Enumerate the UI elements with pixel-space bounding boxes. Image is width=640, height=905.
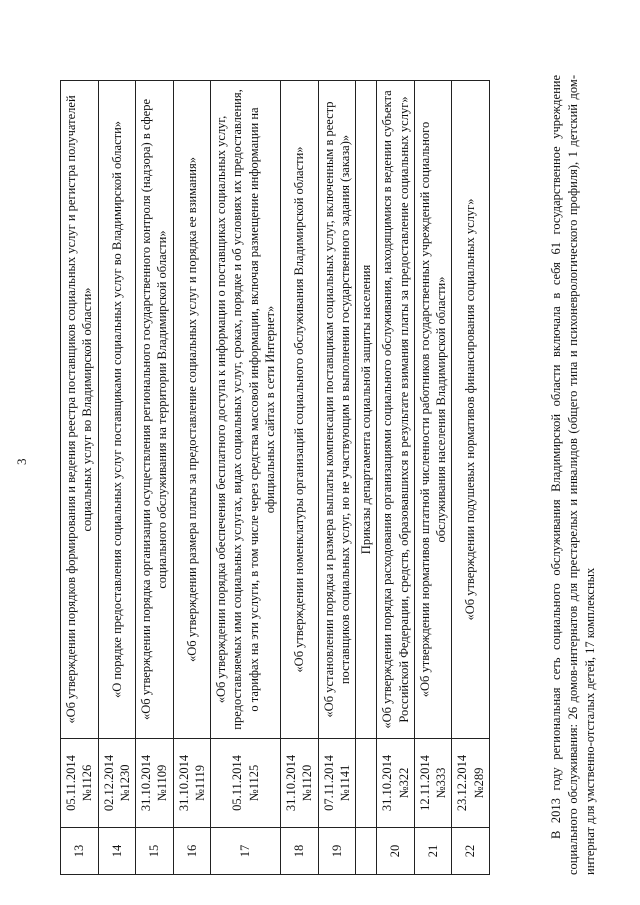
act-date-and-number bbox=[98, 739, 136, 828]
act-title: «Об утверждении подушевых нормативов финансирования социальных услуг» bbox=[452, 81, 490, 739]
row-number: 18 bbox=[281, 828, 319, 875]
section-header-row bbox=[356, 81, 377, 875]
act-date: 31.10.2014 bbox=[139, 754, 153, 812]
act-number: №1125 bbox=[246, 764, 261, 802]
page-number: 3 bbox=[14, 458, 29, 465]
act-date: 02.12.2014 bbox=[101, 754, 116, 812]
act-date: 12.11.2014 bbox=[417, 755, 432, 811]
act-date-and-number bbox=[318, 739, 356, 828]
act-date-and-number bbox=[281, 739, 319, 828]
act-number: №1120 bbox=[300, 764, 315, 802]
act-title: «Об утверждении порядков формирования и ведения реестра поставщиков социальных услуг и регистра получателей социальных услуг во Владимирской области» bbox=[61, 81, 99, 739]
table-row bbox=[61, 81, 99, 875]
table-row bbox=[136, 81, 174, 875]
act-number: №333 bbox=[434, 767, 448, 799]
row-number: 16 bbox=[173, 828, 211, 875]
act-title: «Об утверждении порядка обеспечения бесплатного доступа к информации о поставщиках социальных услуг, предоставляемых ими социальных услугах, видах социальных услуг, сроках, порядке и об условиях их предоставления, о тарифах на эти услуги, в том числе через средства массовой информации, включая размещение информации на официальных сайтах в сети Интернет» bbox=[211, 81, 281, 739]
row-number: 17 bbox=[211, 828, 281, 875]
act-title: «О порядке предоставления социальных услуг поставщиками социальных услуг во Владимирской области» bbox=[98, 81, 136, 739]
act-title: «Об утверждении размера платы за предоставление социальных услуг и порядка ее взимания» bbox=[173, 81, 211, 739]
table-row bbox=[173, 81, 211, 875]
row-number: 20 bbox=[377, 828, 415, 875]
row-number: 21 bbox=[414, 828, 452, 875]
act-date-and-number bbox=[211, 739, 281, 828]
body-paragraph bbox=[548, 75, 599, 875]
act-date: 31.10.2014 bbox=[176, 754, 191, 812]
act-title: «Об утверждении порядка расходования организациями социального обслуживания, находящимися в ведении субъекта Российской Федерации, средств, образовавшихся в результате взимания платы за предоставление социальных услуг» bbox=[377, 81, 415, 739]
act-number: №289 bbox=[471, 767, 486, 799]
act-number: №1230 bbox=[117, 764, 132, 802]
row-number: 15 bbox=[136, 828, 174, 875]
table-row bbox=[98, 81, 136, 875]
act-date: 07.11.2014 bbox=[321, 755, 336, 811]
act-number: №1126 bbox=[80, 764, 95, 802]
act-date-and-number bbox=[452, 739, 490, 828]
act-title: «Об утверждении порядка организации осуществления регионального государственного контроля (надзора) в сфере социального обслуживания на территории Владимирской области» bbox=[136, 81, 174, 739]
act-date: 31.10.2014 bbox=[284, 754, 298, 812]
act-date-and-number bbox=[136, 739, 174, 828]
table-row bbox=[318, 81, 356, 875]
row-number: 22 bbox=[452, 828, 490, 875]
table-row bbox=[414, 81, 452, 875]
act-date-and-number bbox=[414, 739, 452, 828]
act-title: «Об установлении порядка и размера выплаты компенсации поставщикам социальных услуг, включенным в реестр поставщиков социальных услуг, но не участвующим в выполнении государственного задания (заказа)» bbox=[318, 81, 356, 739]
act-number: №1141 bbox=[337, 764, 352, 802]
act-date: 31.10.2014 bbox=[380, 754, 395, 812]
row-number: 13 bbox=[61, 828, 99, 875]
act-number: №322 bbox=[396, 767, 411, 799]
paragraph-text: В 2013 году региональная сеть социального обслуживания Владимирской области включала в себя 61 государственное учреждение социального обслуживания: 26 домов-интернатов для престарелых и инвалидов (общего типа и психоневрологического профиля), 1 детский дом-интернат для умственно-отсталых детей, 17 комплексных bbox=[549, 75, 597, 875]
row-number: 19 bbox=[318, 828, 356, 875]
section-header: Приказы департамента социальной защиты населения bbox=[356, 81, 377, 739]
table-row bbox=[377, 81, 415, 875]
act-number: №1109 bbox=[155, 764, 170, 802]
act-date: 05.11.2014 bbox=[64, 755, 78, 811]
table-row bbox=[452, 81, 490, 875]
act-title: «Об утверждении нормативов штатной численности работников государственных учреждений социального обслуживания населения Владимирской области» bbox=[414, 81, 452, 739]
row-number: 14 bbox=[98, 828, 136, 875]
act-date: 05.11.2014 bbox=[230, 755, 245, 811]
act-number: №1119 bbox=[192, 765, 207, 801]
act-date-and-number bbox=[173, 739, 211, 828]
legal-acts-table bbox=[60, 80, 490, 875]
table-row bbox=[211, 81, 281, 875]
act-date: 23.12.2014 bbox=[455, 754, 470, 812]
act-date-and-number bbox=[377, 739, 415, 828]
act-date-and-number bbox=[61, 739, 99, 828]
act-title: «Об утверждении номенклатуры организаций социального обслуживания Владимирской области» bbox=[281, 81, 319, 739]
table-row bbox=[281, 81, 319, 875]
